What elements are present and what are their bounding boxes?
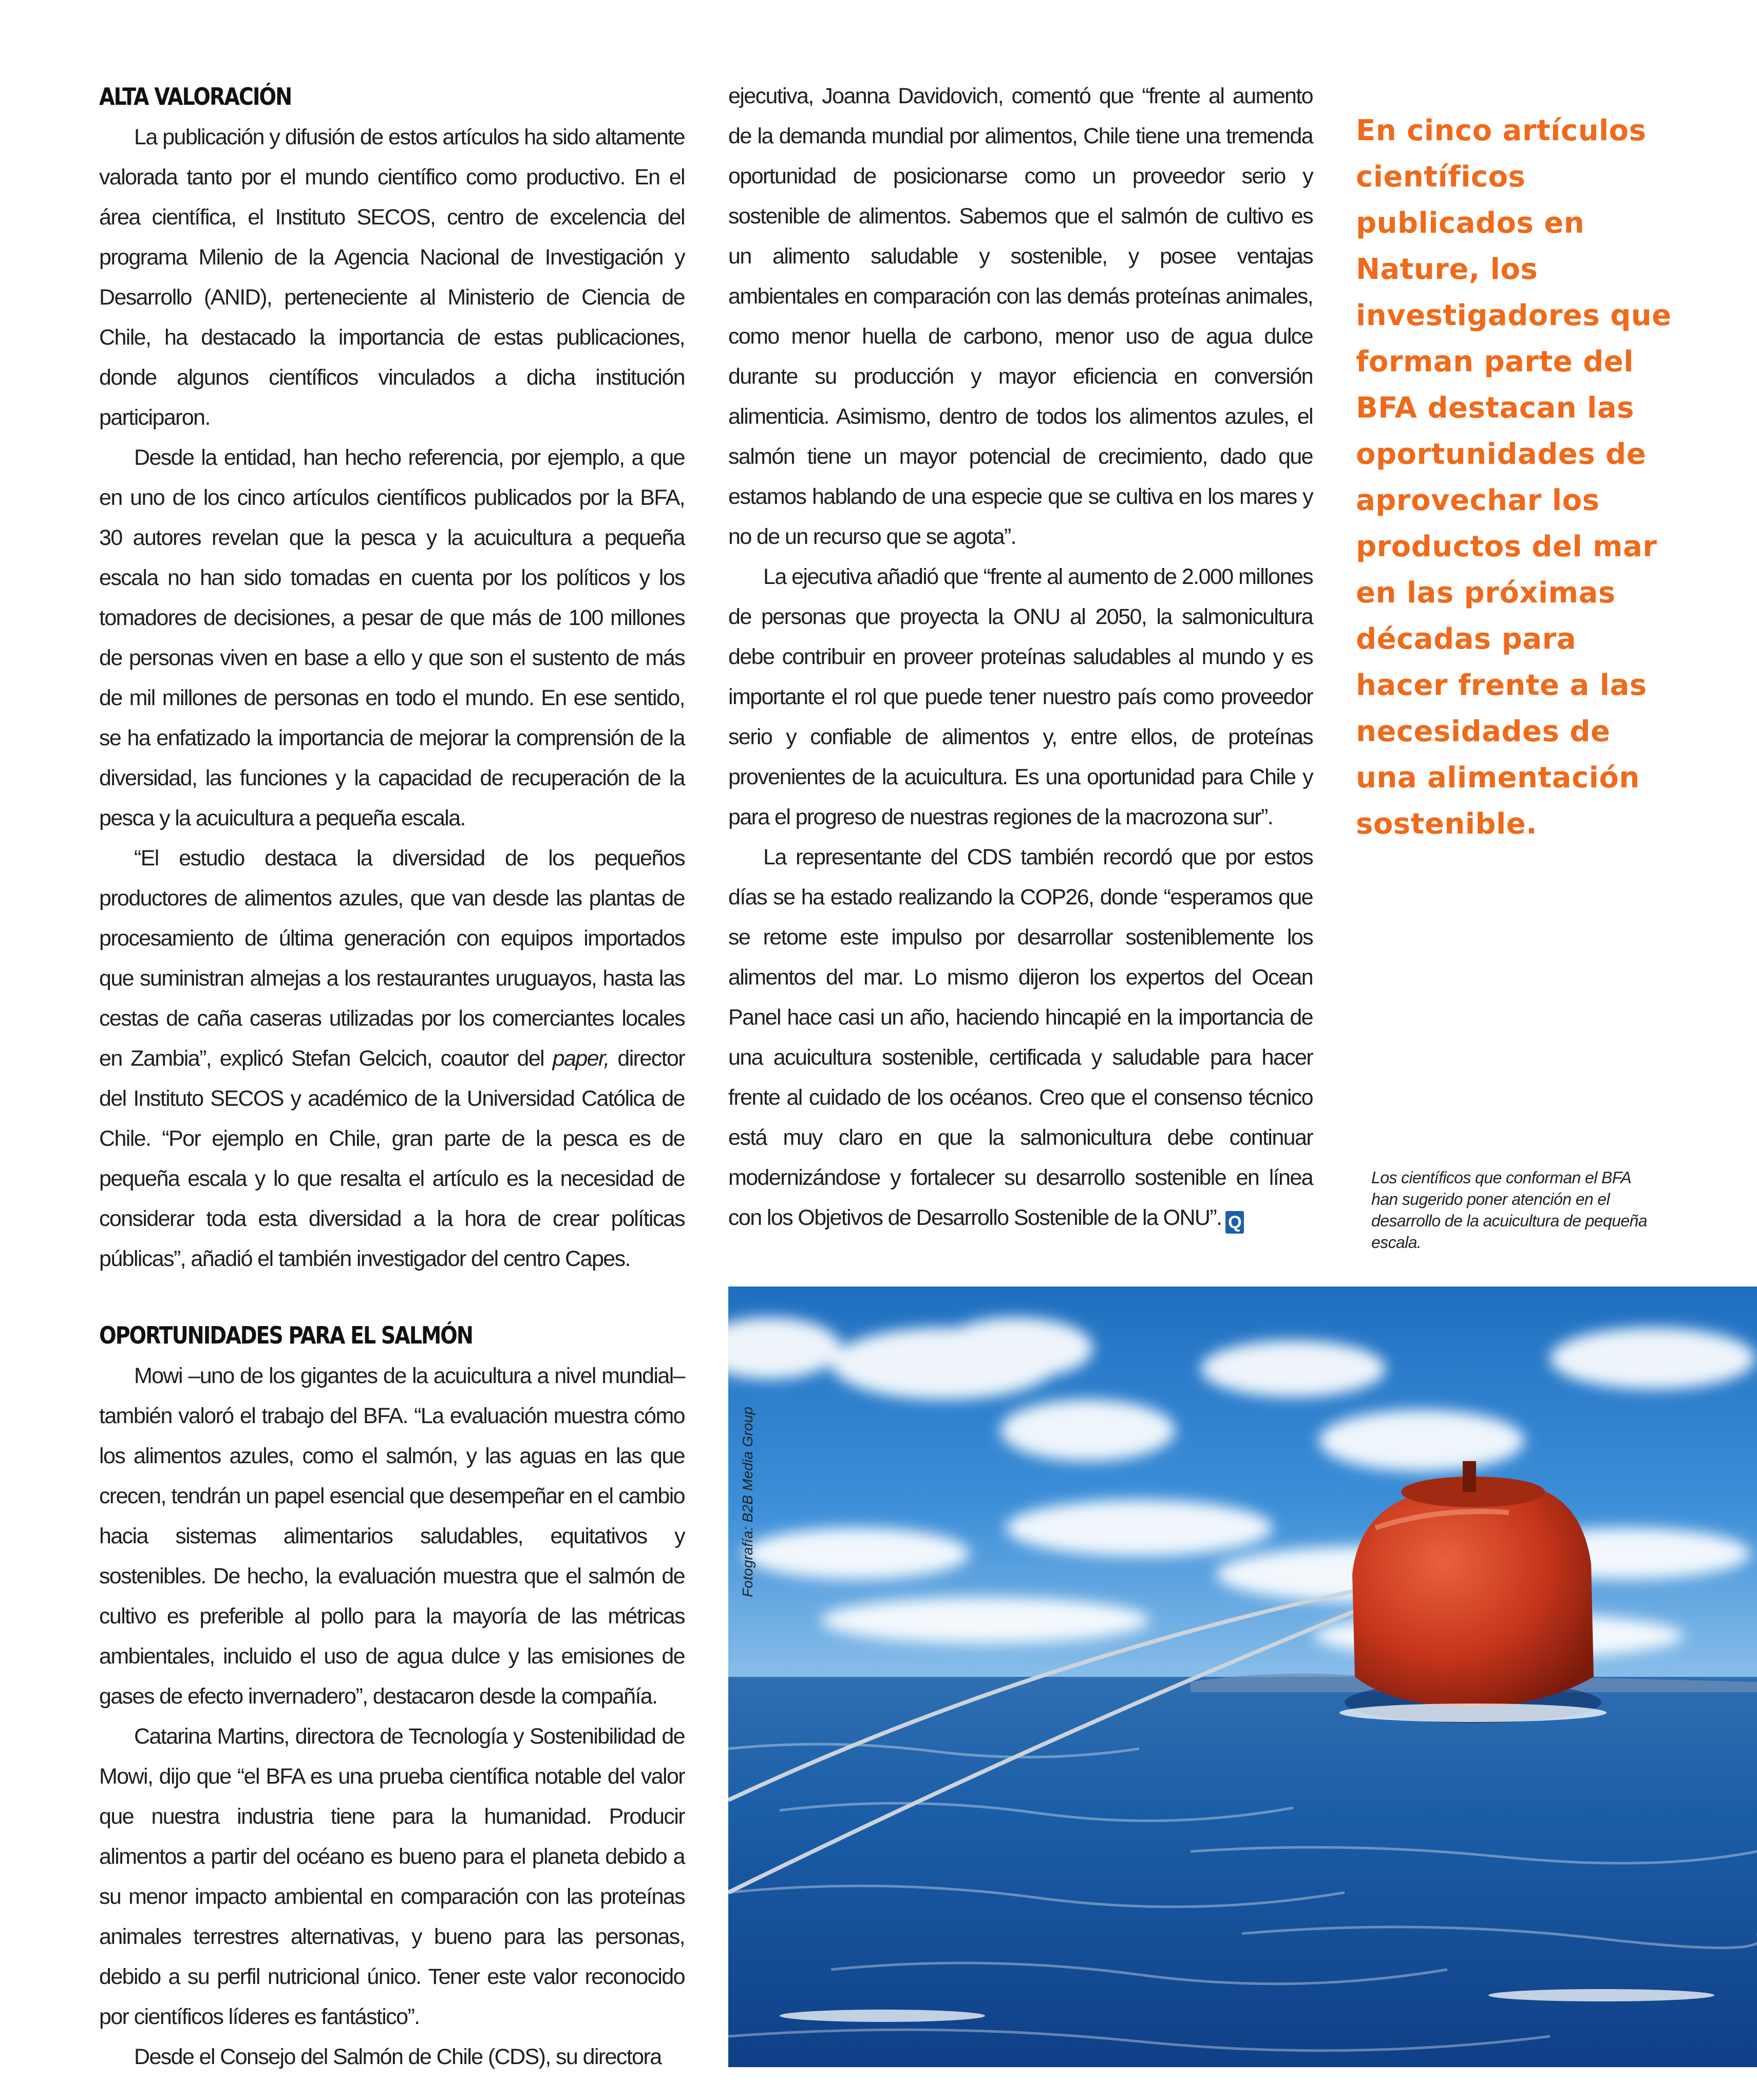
heading-alta-valoracion: ALTA VALORACIÓN (99, 83, 292, 110)
photo-illustration (728, 1287, 1757, 2067)
italic-term: paper, (552, 1046, 609, 1071)
paragraph: La ejecutiva añadió que “frente al aumento de 2.000 millones de personas que proyecta la ONU al 2050, la salmonicultura debe contribuir en proveer proteínas saludables al mundo y es importante el rol que puede tener nuestro país como proveedor serio y confiable de alimentos y, entre ellos, de proteínas provenientes de la acuicultura. Es una oportunidad para Chile y para el progreso de nuestras regiones de la macrozona sur”. (728, 564, 1313, 829)
heading-oportunidades-salmon: OPORTUNIDADES PARA EL SALMÓN (99, 1321, 473, 1349)
text-run: director del Instituto SECOS y académico de la Universidad Católica de Chile. “Por ejemplo en Chile, gran parte de la pesca es de pequeña escala y lo que resalta el artículo es la necesidad de considerar toda esta diversidad a la hora de crear políticas públicas”, añadió el también investigador del centro Capes. (99, 1046, 685, 1271)
photo-caption: Los científicos que conforman el BFA han sugerido poner atención en el desarrollo de la acuicultura de pequeña escala. (1371, 1168, 1647, 1252)
paragraph (728, 837, 1313, 1238)
text-run: La representante del CDS también recordó que por estos días se ha estado realizando la COP26, donde “esperamos que se retome este impulso por desarrollar sosteniblemente los alimentos del mar. Lo mismo dijeron los expertos del Ocean Panel hace casi un año, haciendo hincapié en la importancia de una acuicultura sostenible, certificada y saludable para hacer frente al cuidado de los océanos. Creo que el consenso técnico está muy claro en que la salmonicultura debe continuar modernizándose y fortalecer su desarrollo sostenible en línea con los Objetivos de Desarrollo Sostenible de la ONU”. (728, 845, 1313, 1230)
left-column (99, 76, 685, 2077)
pull-quote: En cinco artículos científicos publicados en Nature, los investigadores que forman parte del BFA destacan las oportunidades de aprovechar los productos del mar en las próximas décadas para hacer frente a las necesidades de una alimentación sostenible. (1356, 114, 1672, 841)
paragraph: Catarina Martins, directora de Tecnología y Sostenibilidad de Mowi, dijo que “el BFA es una prueba científica notable del valor que nuestra industria tiene para la humanidad. Producir alimentos a partir del océano es bueno para el planeta debido a su menor impacto ambiental en comparación con las proteínas animales terrestres alternativas, y bueno para las personas, debido a su perfil nutricional único. Tener este valor reconocido por científicos líderes es fantástico”. (99, 1724, 685, 2029)
paragraph: Mowi –uno de los gigantes de la acuicultura a nivel mundial– también valoró el trabajo del BFA. “La evaluación muestra cómo los alimentos azules, como el salmón, y las aguas en las que crecen, tendrán un papel esencial que desempeñar en el cambio hacia sistemas alimentarios saludables, equitativos y sostenibles. De hecho, la evaluación muestra que el salmón de cultivo es preferible al pollo para la mayoría de las métricas ambientales, incluido el uso de agua dulce y las emisiones de gases de efecto invernadero”, destacaron desde la compañía. (99, 1364, 685, 1709)
text-run: “El estudio destaca la diversidad de los pequeños productores de alimentos azules, que van desde las plantas de procesamiento de última generación con equipos importados que suministran almejas a los restaurantes uruguayos, hasta las cestas de caña caseras utilizadas por los comerciantes locales en Zambia”, explicó Stefan Gelcich, coautor del (99, 846, 685, 1071)
paragraph: La publicación y difusión de estos artículos ha sido altamente valorada tanto por el mundo científico como productivo. En el área científica, el Instituto SECOS, centro de excelencia del programa Milenio de la Agencia Nacional de Investigación y Desarrollo (ANID), perteneciente al Ministerio de Ciencia de Chile, ha destacado la importancia de estas publicaciones, donde algunos científicos vinculados a dicha institución participaron. (99, 125, 685, 430)
photo-credit: Fotografía: B2B Media Group (740, 1406, 755, 1597)
paragraph (99, 838, 685, 1279)
end-of-article-icon: Q (1225, 1211, 1244, 1234)
paragraph: ejecutiva, Joanna Davidovich, comentó que “frente al aumento de la demanda mundial por alimentos, Chile tiene una tremenda oportunidad de posicionarse como un proveedor serio y sostenible de alimentos. Sabemos que el salmón de cultivo es un alimento saludable y sostenible, y posee ventajas ambientales en comparación con las demás proteínas animales, como menor huella de carbono, menor uso de agua dulce durante su producción y mayor eficiencia en conversión alimenticia. Asimismo, dentro de todos los alimentos azules, el salmón tiene un mayor potencial de crecimiento, dado que estamos hablando de una especie que se cultiva en los mares y no de un recurso que se agota”. (728, 84, 1313, 549)
paragraph: Desde el Consejo del Salmón de Chile (CDS), su directora (134, 2045, 662, 2069)
paragraph: Desde la entidad, han hecho referencia, por ejemplo, a que en uno de los cinco artículos científicos publicados por la BFA, 30 autores revelan que la pesca y la acuicultura a pequeña escala no han sido tomadas en cuenta por los políticos y los tomadores de decisiones, a pesar de que más de 100 millones de personas viven en base a ello y que son el sustento de más de mil millones de personas en todo el mundo. En ese sentido, se ha enfatizado la importancia de mejorar la comprensión de la diversidad, las funciones y la capacidad de recuperación de la pesca y la acuicultura a pequeña escala. (99, 445, 685, 830)
buoy-sea-photo (728, 1287, 1757, 2067)
middle-column (728, 76, 1313, 1238)
